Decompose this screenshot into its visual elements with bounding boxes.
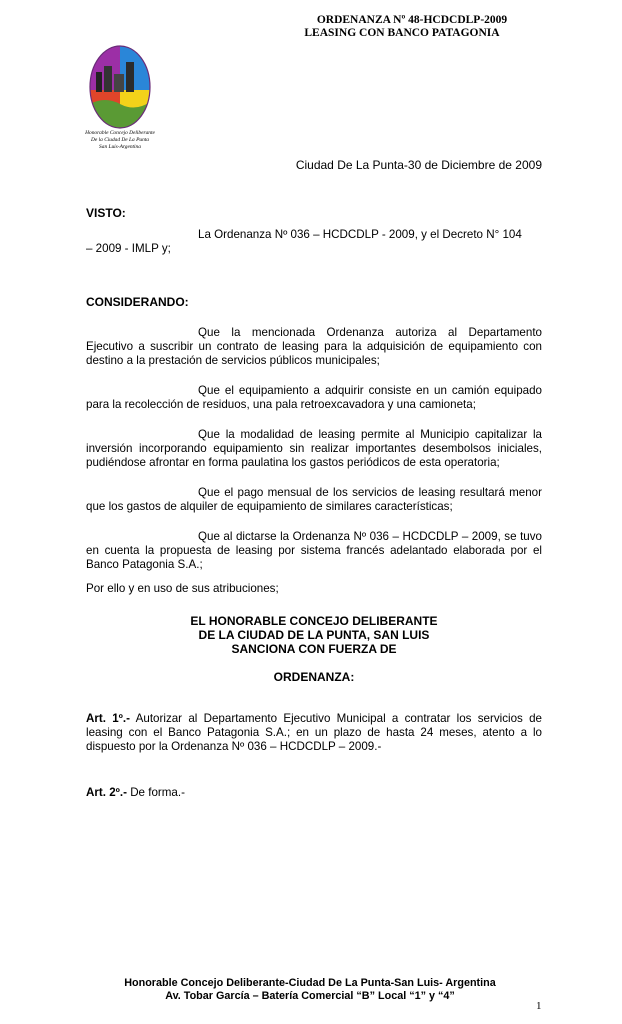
considerando-paragraph: Que al dictarse la Ordenanza Nº 036 – HCDCDLP – 2009, se tuvo en cuenta la propuesta de leasing por sistema francés adelantado elaborada por el Banco Patagonia S.A.; <box>86 530 542 571</box>
considerando-paragraph: Que el equipamiento a adquirir consiste en un camión equipado para la recolección de residuos, una pala retroexcavadora y una camioneta; <box>86 384 542 411</box>
sanction-heading: EL HONORABLE CONCEJO DELIBERANTE DE LA CIUDAD DE LA PUNTA, SAN LUIS SANCIONA CON FUERZA DE <box>190 614 438 656</box>
ordinance-title: ORDENANZA: <box>273 670 355 684</box>
article-text: Autorizar al Departamento Ejecutivo Municipal a contratar los servicios de leasing con el Banco Patagonia S.A.; en un plazo de hasta 24 meses, atento a lo dispuesto por la Ordenanza Nº 036 – HCDCDLP – 2009.- <box>86 712 543 753</box>
considerando-paragraph: Que el pago mensual de los servicios de leasing resultará menor que los gastos de alquiler de equipamiento de similares características; <box>86 486 542 513</box>
article-1 <box>86 712 542 754</box>
header-subject: LEASING CON BANCO PATAGONIA <box>304 27 500 39</box>
document-date: Ciudad De La Punta-30 de Diciembre de 2009 <box>295 158 542 172</box>
document-header <box>272 14 532 40</box>
closing-statement: Por ello y en uso de sus atribuciones; <box>86 582 279 595</box>
considerando-paragraph: Que la mencionada Ordenanza autoriza al Departamento Ejecutivo a suscribir un contrato de leasing para la adquisición de equipamiento con destino a la prestación de servicios públicos municipales; <box>86 326 542 367</box>
visto-label: VISTO: <box>86 206 126 220</box>
article-label: Art. 1º.- <box>86 712 131 725</box>
considerando-label: CONSIDERANDO: <box>86 295 189 309</box>
considerando-paragraph: Que la modalidad de leasing permite al Municipio capitalizar la inversión incorporando equipamiento sin realizar importantes desembolsos iniciales, pudiéndose afrontar en forma paulatina los gastos periódicos de esta operatoria; <box>86 428 542 469</box>
article-2 <box>86 786 542 800</box>
document-footer: Honorable Concejo Deliberante-Ciudad De La Punta-San Luis- Argentina Av. Tobar García – Batería Comercial “B” Local “1” y “4” <box>124 977 496 1002</box>
page-number: 1 <box>536 1000 542 1012</box>
article-label: Art. 2º.- <box>86 786 127 799</box>
emblem-caption: Honorable Concejo Deliberante De la Ciudad De La Punta San Luis-Argentina <box>85 130 155 150</box>
visto-text: La Ordenanza Nº 036 – HCDCDLP - 2009, y el Decreto N° 104 – 2009 - IMLP y; <box>86 228 522 255</box>
article-text: De forma.- <box>130 786 185 799</box>
council-emblem-icon <box>80 44 160 172</box>
header-ordinance-number: ORDENANZA Nº 48-HCDCDLP-2009 <box>316 14 508 26</box>
